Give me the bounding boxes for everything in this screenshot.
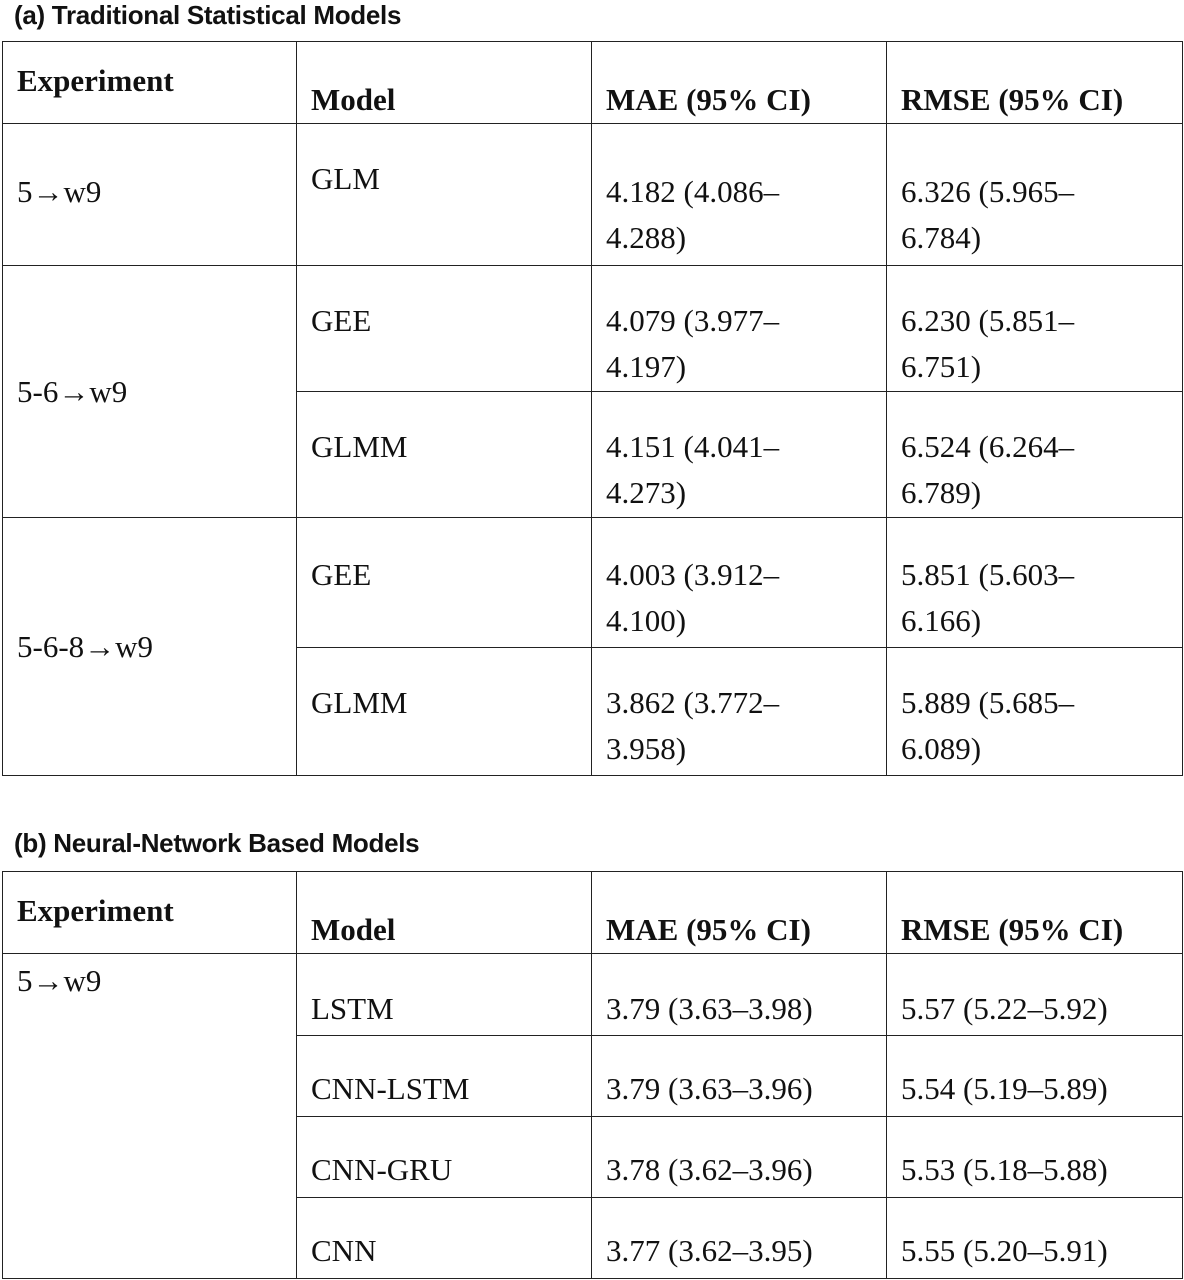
header-experiment: Experiment xyxy=(3,872,297,954)
model-cell: CNN xyxy=(297,1198,592,1279)
mae-cell: 4.182 (4.086– 4.288) xyxy=(592,124,887,266)
header-row xyxy=(3,42,1183,124)
experiment-cell: 5→w9 xyxy=(3,124,297,266)
header-rmse: RMSE (95% CI) xyxy=(887,42,1183,124)
header-row xyxy=(3,872,1183,954)
header-model: Model xyxy=(297,872,592,954)
experiment-cell: 5→w9 xyxy=(3,954,297,1279)
header-rmse: RMSE (95% CI) xyxy=(887,872,1183,954)
rmse-cell: 5.851 (5.603– 6.166) xyxy=(887,518,1183,648)
header-mae: MAE (95% CI) xyxy=(592,872,887,954)
header-mae: MAE (95% CI) xyxy=(592,42,887,124)
experiment-cell: 5-6→w9 xyxy=(3,266,297,518)
rmse-cell: 5.889 (5.685– 6.089) xyxy=(887,648,1183,776)
mae-cell: 4.003 (3.912– 4.100) xyxy=(592,518,887,648)
header-model: Model xyxy=(297,42,592,124)
table-row xyxy=(3,124,1183,266)
mae-cell: 3.79 (3.63–3.96) xyxy=(592,1036,887,1117)
model-cell: GLMM xyxy=(297,392,592,518)
model-cell: GEE xyxy=(297,518,592,648)
mae-cell: 3.862 (3.772– 3.958) xyxy=(592,648,887,776)
table-row xyxy=(3,954,1183,1036)
neural-network-models-table xyxy=(2,871,1183,1279)
section-b-title: (b) Neural-Network Based Models xyxy=(14,828,420,858)
model-cell: GLMM xyxy=(297,648,592,776)
mae-cell: 4.151 (4.041– 4.273) xyxy=(592,392,887,518)
mae-cell: 4.079 (3.977– 4.197) xyxy=(592,266,887,392)
model-cell: CNN-GRU xyxy=(297,1117,592,1198)
mae-cell: 3.79 (3.63–3.98) xyxy=(592,954,887,1036)
model-cell: GLM xyxy=(297,124,592,266)
rmse-cell: 5.55 (5.20–5.91) xyxy=(887,1198,1183,1279)
rmse-cell: 6.524 (6.264– 6.789) xyxy=(887,392,1183,518)
model-cell: GEE xyxy=(297,266,592,392)
table-row xyxy=(3,518,1183,648)
experiment-cell: 5-6-8→w9 xyxy=(3,518,297,776)
model-cell: LSTM xyxy=(297,954,592,1036)
rmse-cell: 5.57 (5.22–5.92) xyxy=(887,954,1183,1036)
table-row xyxy=(3,266,1183,392)
model-cell: CNN-LSTM xyxy=(297,1036,592,1117)
mae-cell: 3.77 (3.62–3.95) xyxy=(592,1198,887,1279)
rmse-cell: 5.54 (5.19–5.89) xyxy=(887,1036,1183,1117)
rmse-cell: 6.230 (5.851– 6.751) xyxy=(887,266,1183,392)
header-experiment: Experiment xyxy=(3,42,297,124)
rmse-cell: 5.53 (5.18–5.88) xyxy=(887,1117,1183,1198)
traditional-models-table xyxy=(2,41,1183,776)
section-a-title: (a) Traditional Statistical Models xyxy=(14,0,402,30)
rmse-cell: 6.326 (5.965– 6.784) xyxy=(887,124,1183,266)
mae-cell: 3.78 (3.62–3.96) xyxy=(592,1117,887,1198)
